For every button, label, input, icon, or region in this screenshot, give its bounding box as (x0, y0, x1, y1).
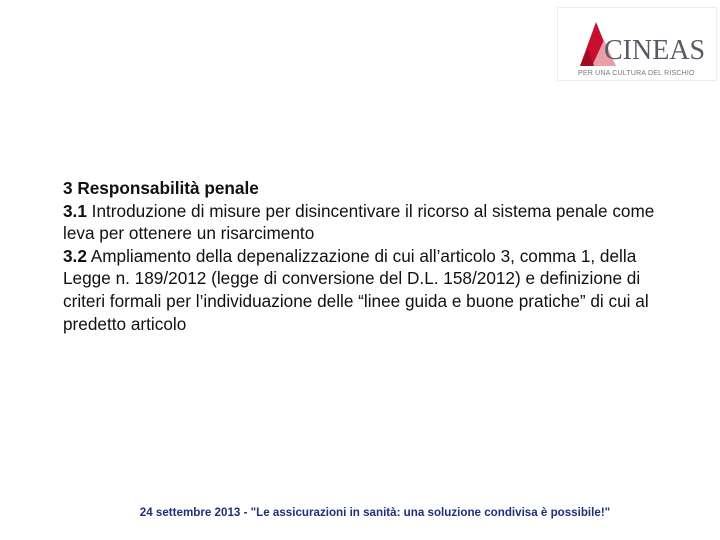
logo-tagline: PER UNA CULTURA DEL RISCHIO (578, 70, 695, 77)
item-number: 3.1 (63, 200, 87, 221)
item-text: Ampliamento della depenalizzazione di cui all’articolo 3, comma 1, della Legge n. 189/2012 (legge di conversione del D.L. 158/2012) e definizione di criteri formali per l’individuazione delle “linee guida e buone pratiche” di cui al predetto articolo (63, 245, 649, 334)
cineas-logo (557, 7, 717, 81)
logo-wordmark: CINEAS (604, 35, 706, 66)
slide-body (63, 177, 673, 335)
section-heading: 3 Responsabilità penale (63, 178, 259, 198)
footer-caption: 24 settembre 2013 - "Le assicurazioni in sanità: una soluzione condivisa è possibile!" (139, 506, 611, 519)
item-text: Introduzione di misure per disincentivare il ricorso al sistema penale come leva per ottenere un risarcimento (63, 200, 655, 244)
item-3-1 (63, 200, 673, 245)
item-3-2 (63, 245, 673, 335)
item-number: 3.2 (63, 245, 87, 266)
